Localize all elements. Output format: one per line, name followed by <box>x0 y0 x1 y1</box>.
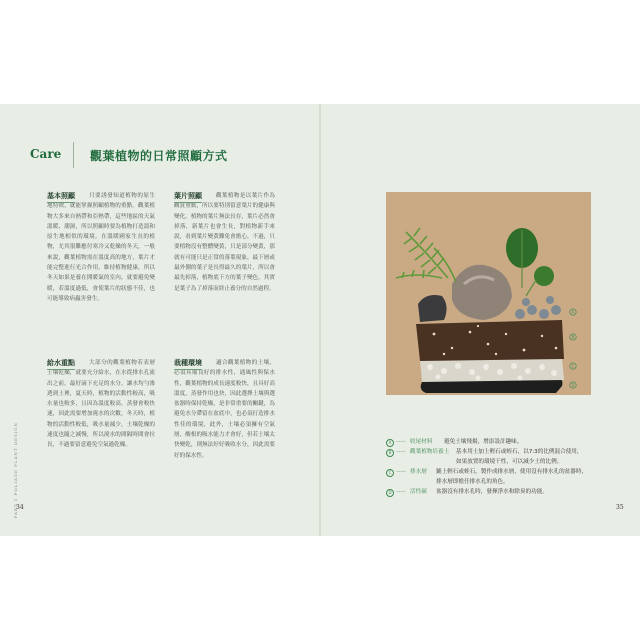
section-heading: 基本照顧 <box>47 191 75 203</box>
page-number-left: 34 <box>16 504 24 511</box>
section-heading: 栽種環境 <box>174 358 202 370</box>
potting-soil-layer <box>416 320 564 361</box>
page-number-right: 35 <box>616 504 624 511</box>
legend-desc: 盆器沒有排水孔時，發揮淨水和除臭的功能。 <box>436 489 548 495</box>
divider <box>73 142 74 168</box>
legend-item: A —— 收尾材料 避免土壤飛揚，增添設計趣味。 <box>386 437 626 447</box>
section-label: Care <box>30 147 62 161</box>
legend-item: C —— 排水層 鋪上輕石或蛭石，製作成排水層，使用沒有排水孔的盆器時， 排水層即擔任排水孔的角色。 <box>386 467 626 487</box>
section-body: 大部分的觀葉植物若表層土壤乾燥，就要充分給水，在水從排水孔流出之前，最好滴下充足的水分，讓水均勻滲透到土裡，夏天時，植物的活動性較高，吸水量也較多，且因為溫度較高，蒸發會較快速，因此需要增加澆水的次數，冬天時，植物的活動性較低，吸水量減少，土壤乾燥的速度也隨之減慢，所以澆水的間隔時間會拉長，不過要留意避免空氣過乾燥。 <box>47 360 155 449</box>
photo-label-c: C <box>571 363 575 369</box>
page-title: 觀葉植物的日常照顧方式 <box>90 149 228 163</box>
photo-label-b: B <box>571 334 575 340</box>
page-gutter <box>319 104 321 536</box>
photo-label-d: D <box>571 382 575 388</box>
legend-marker: D <box>386 489 394 497</box>
legend-item: B —— 觀葉植物培養土 基本用土加上輕石或蛭石，以7:3的比例混合使用， 如果放置的環境干性，可以減少土的比例。 <box>386 447 626 467</box>
section-watering <box>47 358 155 451</box>
soil-layers-photo <box>386 192 591 395</box>
section-leaf-care <box>174 191 275 294</box>
legend-item: D —— 活性碳 盆器沒有排水孔時，發揮淨水和除臭的功能。 <box>386 487 626 497</box>
legend-desc: 鋪上輕石或蛭石，製作成排水層，使用沒有排水孔的盆器時， <box>436 469 588 475</box>
legend-marker: A <box>386 439 394 447</box>
legend-name: 觀葉植物培養土 <box>410 449 450 455</box>
section-body: 只要誘發知道植物的原生地特徵，就能掌握照顧植物的重點。觀葉植物大多來自熱帶和亞熱帶，這些地區的天氣溫暖、潮濕，所以照顧時要為植物打造溫和原生地相似的環境。在溫暖國家生長的植物，尤其很難應付寒冷又乾燥的冬天，一般來說，觀葉植物需在溫度高的地方，葉片才能完整進行光合作用，維持植物健康，所以冬天如果是養在開暖氣的室內，就要避免變暖，若溫度過低，會使葉片的狀態不佳，也可能導致病蟲害發生。 <box>47 193 155 302</box>
book-spread <box>0 104 640 536</box>
legend-name: 排水層 <box>410 469 427 475</box>
section-planting-environment <box>174 358 275 461</box>
legend-desc: 基本用土加上輕石或蛭石，以7:3的比例混合使用， <box>456 449 583 455</box>
legend-marker: B <box>386 449 394 457</box>
legend-name: 活性碳 <box>410 489 427 495</box>
section-body: 觀葉植物是以葉片作為觀賞重點，所以要特別留意葉片的健康與變化。植物的葉片無法長存，葉片必然會掉落，新葉片也會生長，對植物新手來說，看到葉片變黃難免會擔心，不過，只要植物沒有整體變黃，只是部分變黃，那就有可能只是正常的落葉現象，最下層或最外側的葉子是長得最久的葉片，所以會最先掉落，植物底下方的葉子變色，其實是葉子為了掉落而終止養分的自然過程。 <box>174 193 275 292</box>
section-heading: 葉片照顧 <box>174 191 202 203</box>
legend-desc: 排水層即擔任排水孔的角色。 <box>436 479 509 485</box>
section-heading: 給水重點 <box>47 358 75 370</box>
legend-marker: C <box>386 469 394 477</box>
photo-legend <box>386 437 626 497</box>
section-basic-care <box>47 191 155 304</box>
legend-desc: 如果放置的環境干性，可以減少土的比例。 <box>456 459 563 465</box>
legend-name: 收尾材料 <box>410 439 433 445</box>
photo-label-a: A <box>571 309 575 315</box>
legend-desc: 避免土壤飛揚，增添設計趣味。 <box>444 439 523 445</box>
sidebar-text: PART 1 FOLIAGE PLANT DESIGN <box>13 422 18 519</box>
section-body: 適合觀葉植物的土壤，必須具備良好的排水性，通風性與保水性，觀葉植物的成長速度較快，且具好高溫度，蒸發作用也快，因此選擇土壤與選盆器時保持乾燥，是非常重要的關鍵，為避免水分滯留在盆底中，也必須打造排水性佳的環境，此外，土壤必須擁有空氣層，酸根的吸水能力才會好，但若土壤太快變乾，則無法好好吸收水分，因此需要好的保水性。 <box>174 360 275 459</box>
